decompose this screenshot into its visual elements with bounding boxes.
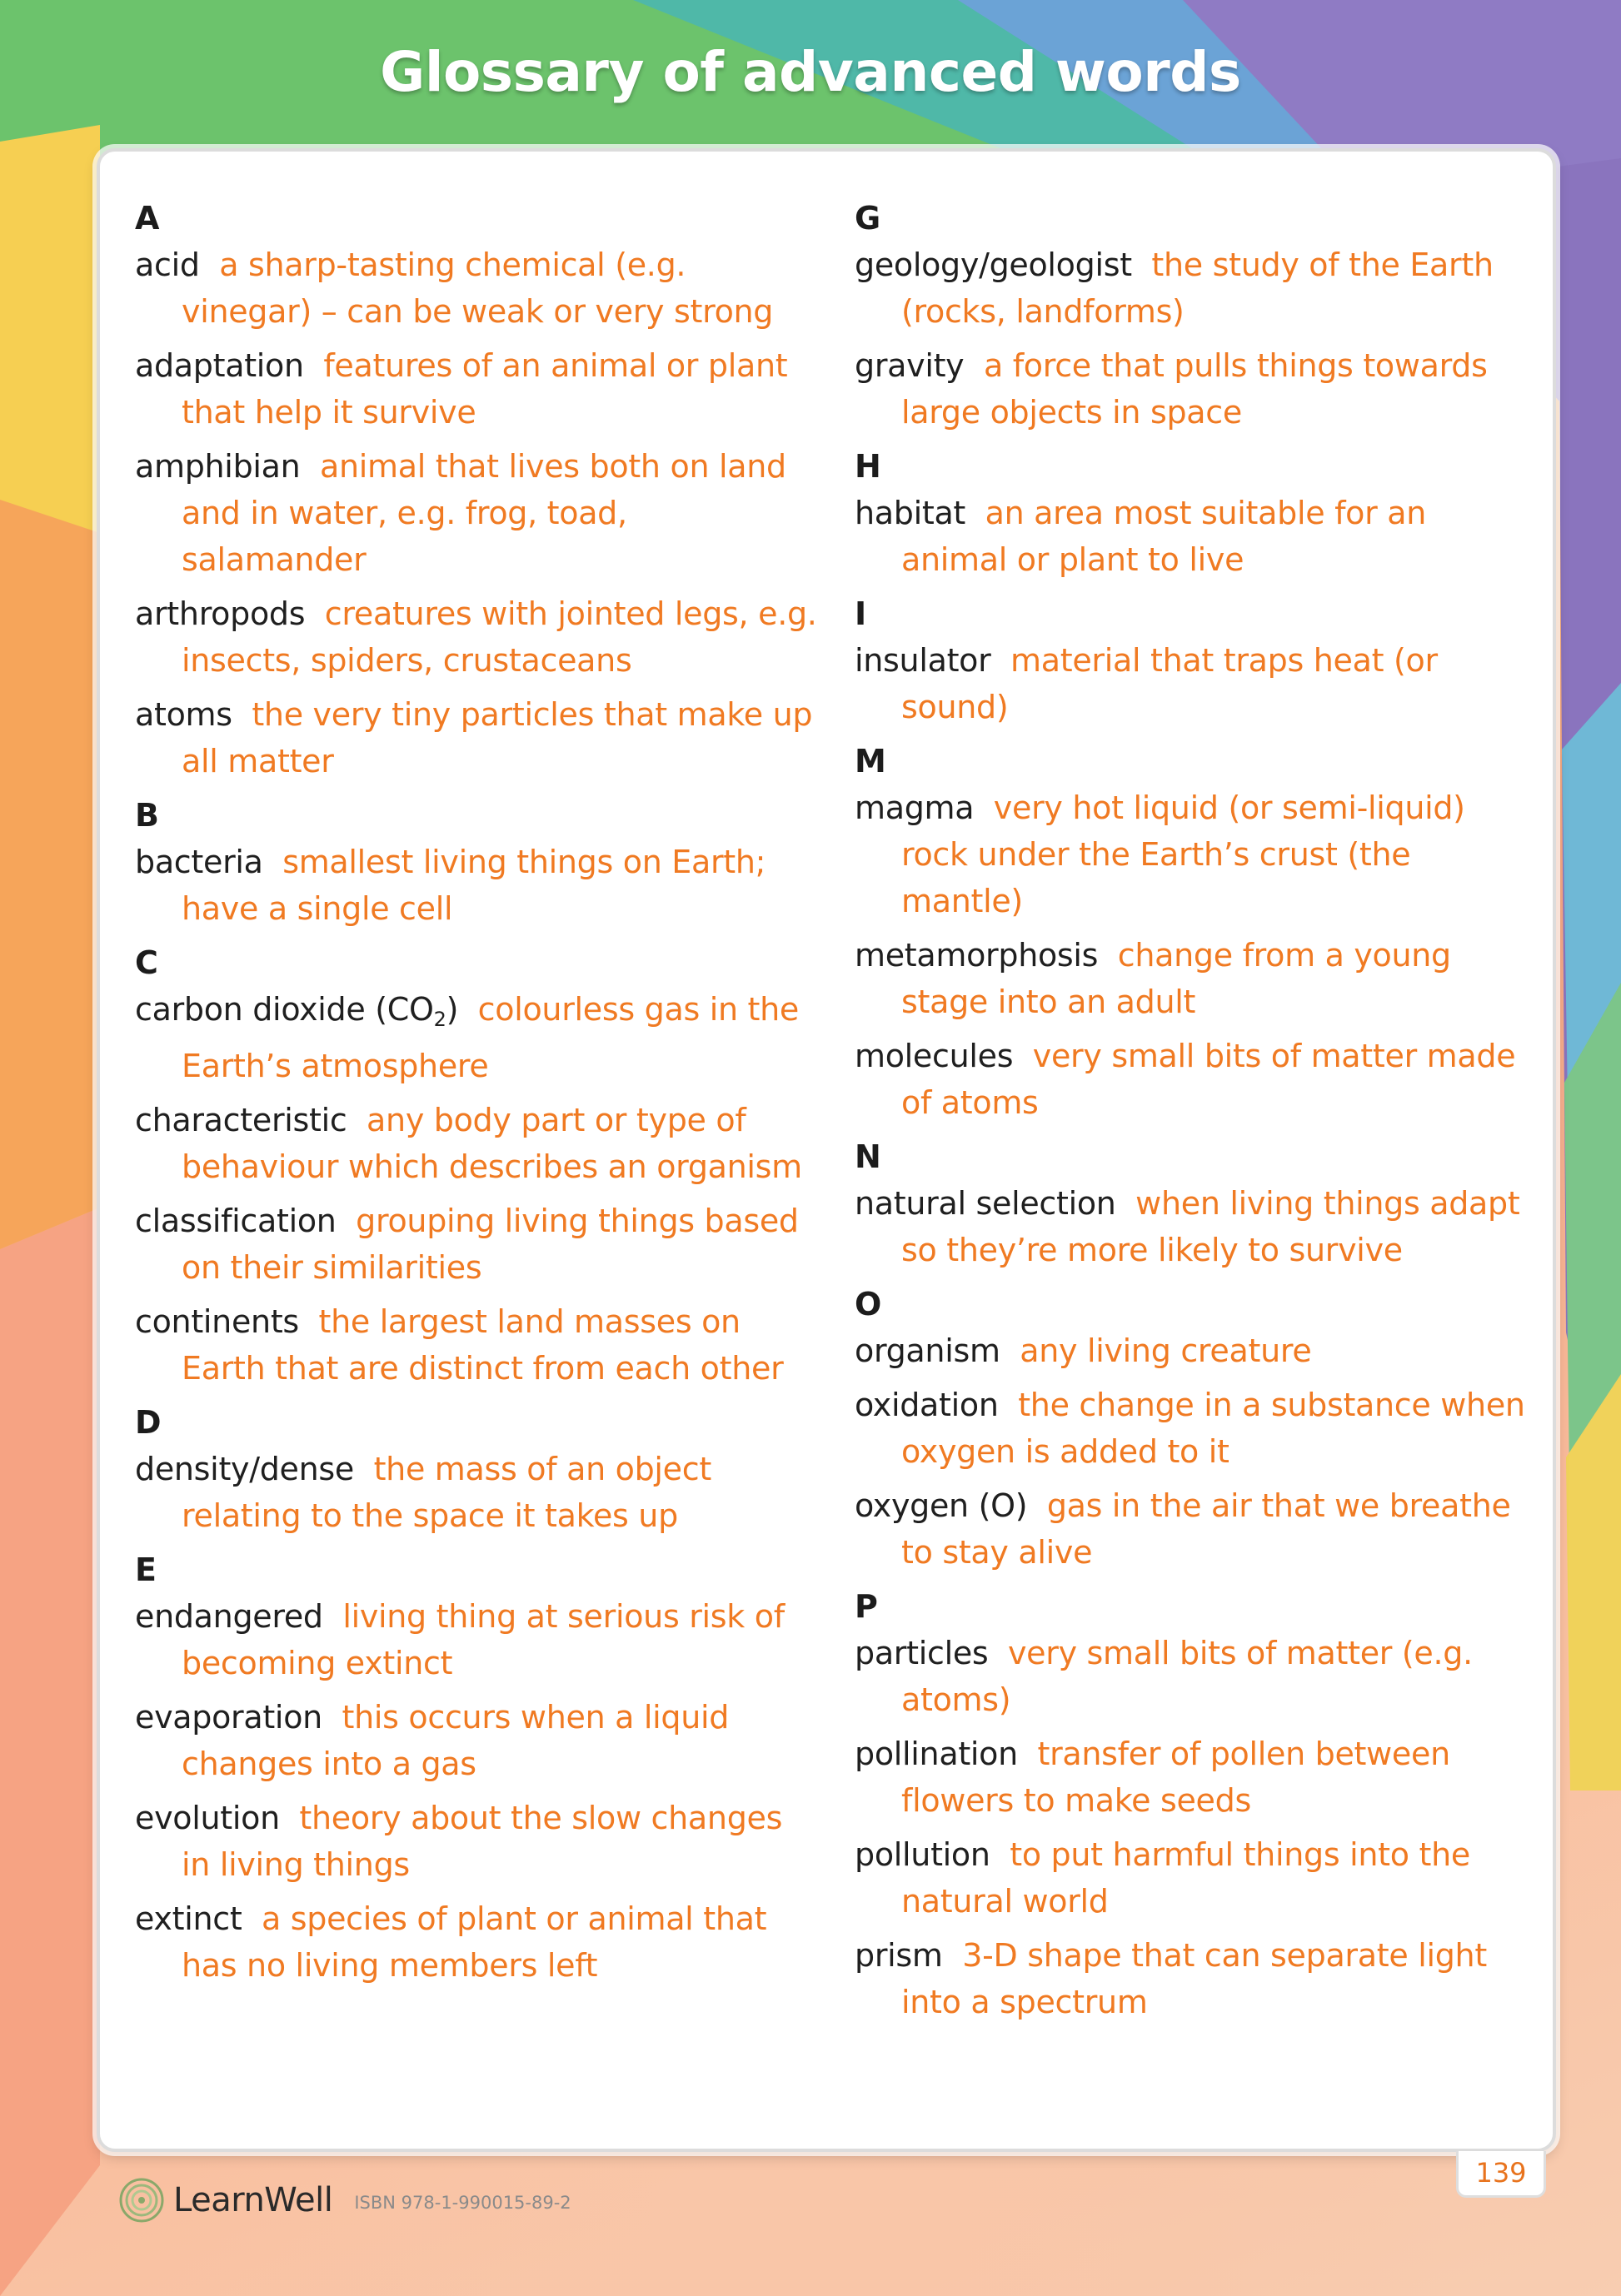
term: density/dense [135, 1451, 354, 1487]
definition: an area most suitable for an animal or plant to live [901, 495, 1426, 578]
glossary-entry-pollution [855, 1831, 1538, 1925]
term [135, 991, 459, 1031]
definition: the mass of an object relating to the space it takes up [182, 1451, 711, 1534]
definition: creatures with jointed legs, e.g. insects, spiders, crustaceans [182, 595, 817, 679]
definition: smallest living things on Earth; have a single cell [182, 844, 766, 927]
section-letter-p: P [855, 1588, 878, 1625]
section-letter-a: A [135, 200, 160, 237]
definition: very small bits of matter (e.g. atoms) [901, 1635, 1473, 1718]
definition: a force that pulls things towards large objects in space [901, 347, 1488, 431]
glossary-entry-endangered [135, 1593, 818, 1686]
glossary-entry-adaptation [135, 342, 818, 436]
glossary-entry-geology [855, 242, 1538, 335]
footer [118, 2177, 571, 2224]
glossary-entry-molecules [855, 1033, 1538, 1126]
subscript: 2 [433, 1008, 446, 1031]
glossary-entry-insulator [855, 637, 1538, 730]
glossary-entry-classification [135, 1198, 818, 1291]
glossary-entry-density [135, 1446, 818, 1539]
definition: a sharp-tasting chemical (e.g. vinegar) – can be weak or very strong [182, 247, 774, 330]
glossary-entry-pollination [855, 1731, 1538, 1824]
glossary-entry-prism [855, 1932, 1538, 2025]
section-letter-o: O [855, 1286, 882, 1322]
term: magma [855, 789, 975, 826]
section-letter-i: I [855, 595, 867, 632]
section-letter-e: E [135, 1551, 157, 1588]
definition: features of an animal or plant that help it survive [182, 347, 788, 431]
glossary-right-column [855, 195, 1538, 2033]
definition: grouping living things based on their similarities [182, 1203, 799, 1286]
glossary-entry-gravity [855, 342, 1538, 436]
term: classification [135, 1203, 337, 1239]
glossary-entry-arthropods [135, 590, 818, 684]
glossary-entry-acid [135, 242, 818, 335]
section-letter-m: M [855, 743, 886, 779]
glossary-entry-metamorphosis [855, 932, 1538, 1025]
definition: the study of the Earth (rocks, landforms) [901, 247, 1494, 330]
term: extinct [135, 1900, 242, 1937]
definition: very hot liquid (or semi-liquid) rock under the Earth’s crust (the mantle) [901, 789, 1465, 919]
definition: the change in a substance when oxygen is added to it [901, 1387, 1525, 1470]
term: habitat [855, 495, 966, 531]
glossary-entry-magma [855, 784, 1538, 924]
glossary-entry-continents [135, 1298, 818, 1392]
term: natural selection [855, 1185, 1116, 1222]
term: acid [135, 247, 200, 283]
term: bacteria [135, 844, 263, 880]
glossary-entry-evolution [135, 1795, 818, 1888]
glossary-entry-oxidation [855, 1382, 1538, 1475]
definition: a species of plant or animal that has no living members left [182, 1900, 767, 1984]
term: organism [855, 1332, 1000, 1369]
glossary-entry-atoms [135, 691, 818, 784]
definition: transfer of pollen between flowers to make seeds [901, 1736, 1450, 1819]
glossary-left-column [135, 195, 818, 1996]
term: molecules [855, 1038, 1014, 1074]
glossary-entry-amphibian [135, 443, 818, 583]
glossary-entry-carbon-dioxide [135, 986, 818, 1089]
definition: animal that lives both on land and in water, e.g. frog, toad, salamander [182, 448, 786, 578]
definition: living thing at serious risk of becoming extinct [182, 1598, 785, 1681]
term: insulator [855, 642, 991, 679]
glossary-entry-particles [855, 1630, 1538, 1723]
section-letter-g: G [855, 200, 881, 237]
glossary-entry-evaporation [135, 1694, 818, 1787]
term: geology/geologist [855, 247, 1132, 283]
glossary-entry-habitat [855, 490, 1538, 583]
term-text: carbon dioxide (CO [135, 991, 434, 1028]
term: gravity [855, 347, 965, 384]
definition: the very tiny particles that make up all matter [182, 696, 813, 779]
glossary-entry-organism [855, 1327, 1538, 1374]
spiral-logo-icon [118, 2177, 165, 2224]
glossary-entry-characteristic [135, 1097, 818, 1190]
term: characteristic [135, 1102, 347, 1138]
term: atoms [135, 696, 232, 733]
definition: any body part or type of behaviour which describes an organism [182, 1102, 802, 1185]
term: adaptation [135, 347, 304, 384]
term: amphibian [135, 448, 301, 485]
section-letter-h: H [855, 448, 881, 485]
definition: colourless gas in the Earth’s atmosphere [182, 991, 800, 1084]
term: evolution [135, 1800, 280, 1836]
term: prism [855, 1937, 943, 1974]
term: metamorphosis [855, 937, 1099, 974]
glossary-card [97, 148, 1556, 2152]
definition: any living creature [1020, 1332, 1312, 1369]
term: oxidation [855, 1387, 999, 1423]
definition: 3-D shape that can separate light into a spectrum [901, 1937, 1487, 2020]
definition: when living things adapt so they’re more likely to survive [901, 1185, 1520, 1268]
term: endangered [135, 1598, 323, 1635]
definition: the largest land masses on Earth that are distinct from each other [182, 1303, 784, 1387]
definition: material that traps heat (or sound) [901, 642, 1438, 725]
term-close: ) [446, 991, 459, 1028]
glossary-entry-oxygen [855, 1482, 1538, 1576]
term: arthropods [135, 595, 306, 632]
definition: change from a young stage into an adult [901, 937, 1451, 1020]
glossary-entry-natural-selection [855, 1180, 1538, 1273]
definition: to put harmful things into the natural world [901, 1836, 1470, 1920]
term: continents [135, 1303, 299, 1340]
isbn: ISBN 978-1-990015-89-2 [354, 2193, 571, 2213]
section-letter-b: B [135, 797, 159, 834]
term: evaporation [135, 1699, 322, 1736]
section-letter-d: D [135, 1404, 162, 1441]
term: particles [855, 1635, 989, 1671]
term: pollination [855, 1736, 1018, 1772]
term: oxygen (O) [855, 1487, 1028, 1524]
definition: theory about the slow changes in living things [182, 1800, 783, 1883]
page-number: 139 [1456, 2151, 1546, 2198]
definition: this occurs when a liquid changes into a gas [182, 1699, 730, 1782]
term: pollution [855, 1836, 990, 1873]
definition: very small bits of matter made of atoms [901, 1038, 1516, 1121]
glossary-entry-extinct [135, 1895, 818, 1989]
page-title: Glossary of advanced words [380, 40, 1241, 104]
glossary-entry-bacteria [135, 839, 818, 932]
definition: gas in the air that we breathe to stay alive [901, 1487, 1511, 1571]
section-letter-n: N [855, 1138, 881, 1175]
section-letter-c: C [135, 944, 158, 981]
brand-name: LearnWell [173, 2181, 333, 2219]
